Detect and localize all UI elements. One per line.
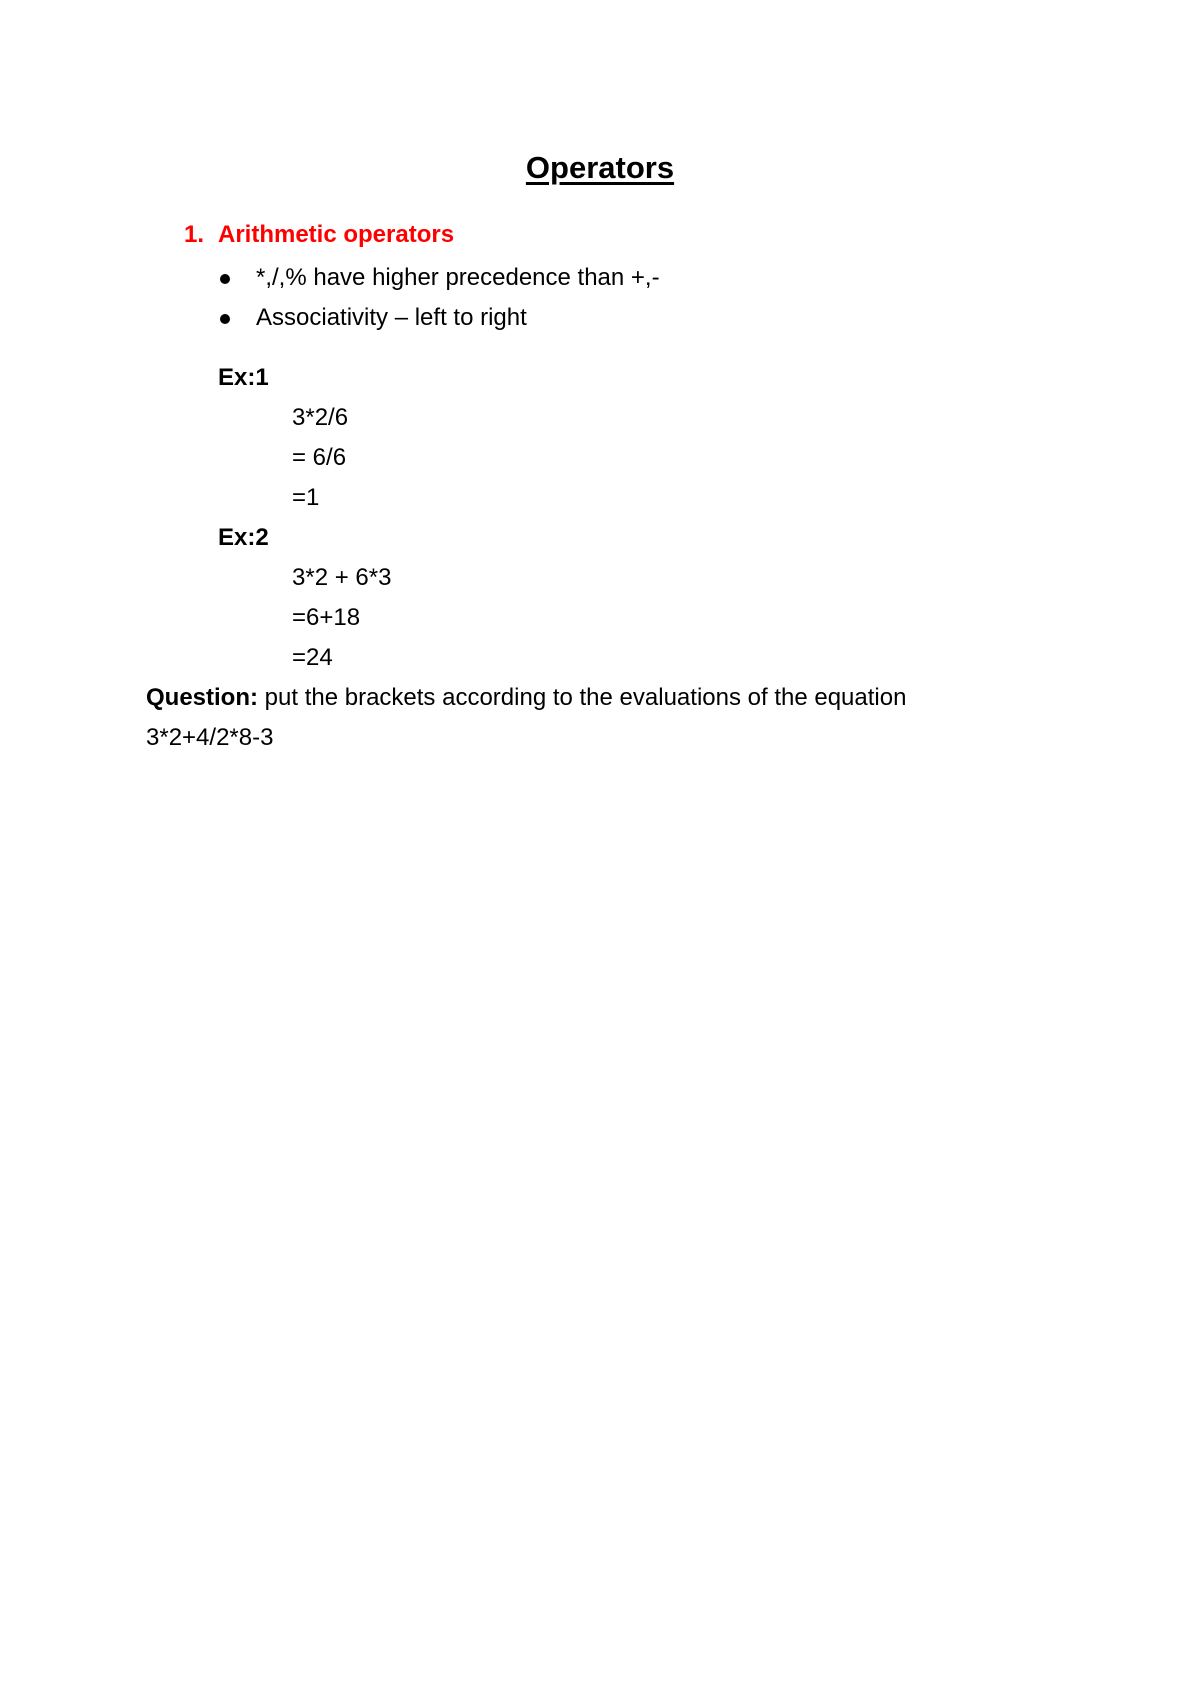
bullet-icon — [220, 274, 230, 284]
page-title: Operators — [525, 150, 675, 185]
section-number: 1. — [184, 221, 205, 248]
example-2-step-1: 3*2 + 6*3 — [292, 564, 392, 591]
question-text: put the brackets according to the evaluations of the equation — [258, 684, 907, 711]
question-label: Question: — [146, 684, 258, 711]
example-1-label: Ex:1 — [218, 364, 269, 391]
example-2-label: Ex:2 — [218, 524, 269, 551]
example-2-step-2: =6+18 — [292, 604, 361, 631]
bullet-item-precedence: *,/,% have higher precedence than +,- — [256, 264, 660, 291]
example-1-step-3: =1 — [292, 484, 320, 511]
example-1-step-2: = 6/6 — [292, 444, 347, 471]
bullet-item-associativity: Associativity – left to right — [256, 304, 527, 331]
section-heading: Arithmetic operators — [218, 221, 455, 248]
question-expression: 3*2+4/2*8-3 — [146, 724, 274, 751]
bullet-icon — [220, 314, 230, 324]
question-line — [146, 683, 906, 713]
example-1-step-1: 3*2/6 — [292, 404, 349, 431]
example-2-step-3: =24 — [292, 644, 333, 671]
